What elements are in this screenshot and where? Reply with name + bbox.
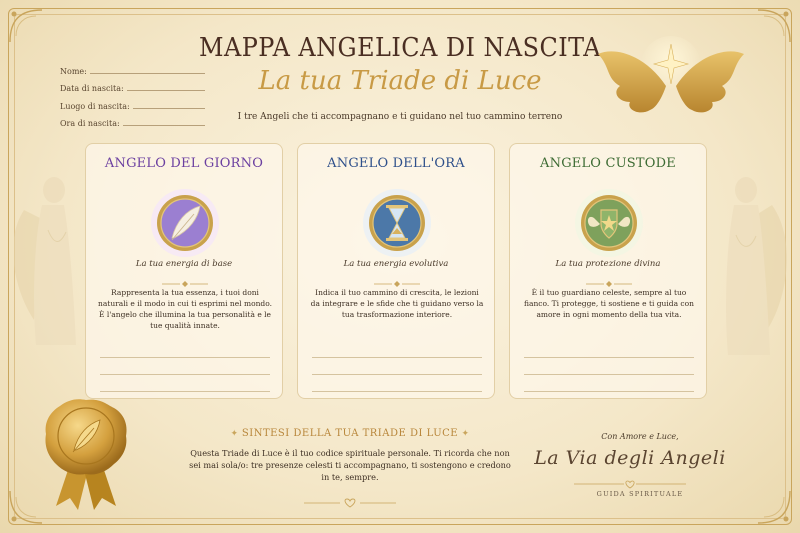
signature-intro: Con Amore e Luce, bbox=[601, 432, 679, 441]
star-ornament-icon: ✦ bbox=[458, 429, 470, 439]
birth-date-label: Data di nascita: bbox=[60, 84, 124, 93]
birth-date-line[interactable] bbox=[127, 90, 205, 91]
card-description: Indica il tuo cammino di crescita, le lezioni da integrare e le sfide che ti guidano verso la tua trasformazione interiore. bbox=[310, 288, 484, 319]
card-title: ANGELO DEL GIORNO bbox=[104, 156, 264, 171]
ornament-divider bbox=[372, 273, 422, 281]
page-title: MAPPA ANGELICA DI NASCITA bbox=[199, 33, 601, 63]
corner-ornament-top-right bbox=[754, 6, 794, 46]
card-title: ANGELO DELL'ORA bbox=[327, 156, 465, 171]
page-subtitle: La tua Triade di Luce bbox=[258, 66, 542, 96]
name-label: Nome: bbox=[60, 66, 87, 76]
card-description: È il tuo guardiano celeste, sempre al tuo fianco. Ti protegge, ti sostiene e ti guida con amore in ogni momento della tua vita. bbox=[524, 288, 694, 319]
left-angel-illustration bbox=[14, 150, 84, 350]
write-line[interactable] bbox=[524, 374, 694, 375]
write-line[interactable] bbox=[312, 374, 482, 375]
birth-place-line[interactable] bbox=[133, 108, 205, 109]
write-line[interactable] bbox=[100, 374, 270, 375]
synthesis-title-text: SINTESI DELLA TUA TRIADE DI LUCE bbox=[241, 428, 459, 439]
birth-time-label: Ora di nascita: bbox=[60, 119, 120, 128]
birth-info-form bbox=[60, 58, 205, 128]
birth-time-field[interactable] bbox=[60, 111, 205, 129]
card-title: ANGELO CUSTODE bbox=[540, 156, 676, 171]
write-line[interactable] bbox=[524, 357, 694, 358]
birth-place-field[interactable] bbox=[60, 93, 205, 111]
star-ornament-icon: ✦ bbox=[230, 429, 242, 439]
card-angelo-del-giorno bbox=[85, 143, 283, 399]
write-line[interactable] bbox=[100, 357, 270, 358]
heart-divider-icon bbox=[300, 494, 400, 506]
card-subtitle: La tua energia di base bbox=[135, 259, 233, 269]
winged-shield-icon bbox=[574, 188, 644, 258]
feather-icon bbox=[150, 188, 220, 258]
hourglass-icon bbox=[362, 188, 432, 258]
signature-name: La Via degli Angeli bbox=[534, 447, 726, 469]
card-description: Rappresenta la tua essenza, i tuoi doni naturali e il modo in cui ti esprimi nel mondo. È l'angelo che illumina la tua personalità e le tue qualità innate. bbox=[98, 288, 272, 330]
name-line[interactable] bbox=[90, 73, 205, 74]
golden-wings-icon bbox=[596, 36, 746, 126]
gold-wax-seal-icon bbox=[40, 394, 132, 512]
synthesis-text: Questa Triade di Luce è il tuo codice spirituale personale. Ti ricorda che non sei mai sola/o: tre presenze celesti ti accompagnano, ti sostengono e credono in te, sempre. bbox=[189, 448, 511, 482]
corner-ornament-top-left bbox=[6, 6, 46, 46]
synthesis-title bbox=[220, 428, 480, 439]
birth-place-label: Luogo di nascita: bbox=[60, 101, 130, 111]
write-line[interactable] bbox=[312, 391, 482, 392]
birth-time-line[interactable] bbox=[123, 125, 205, 126]
card-angelo-dell-ora bbox=[297, 143, 495, 399]
signature-role: GUIDA SPIRITUALE bbox=[596, 490, 684, 498]
card-angelo-custode bbox=[509, 143, 707, 399]
ornament-divider bbox=[584, 273, 634, 281]
write-line[interactable] bbox=[100, 391, 270, 392]
card-subtitle: La tua protezione divina bbox=[555, 259, 661, 269]
card-subtitle: La tua energia evolutiva bbox=[343, 259, 449, 269]
heart-line-icon bbox=[570, 474, 690, 484]
write-line[interactable] bbox=[312, 357, 482, 358]
page-tagline: I tre Angeli che ti accompagnano e ti guidano nel tuo cammino terreno bbox=[237, 112, 563, 122]
write-line[interactable] bbox=[524, 391, 694, 392]
corner-ornament-bottom-right bbox=[754, 487, 794, 527]
ornament-divider bbox=[160, 273, 210, 281]
right-angel-illustration bbox=[712, 150, 787, 360]
birth-date-field[interactable] bbox=[60, 76, 205, 94]
